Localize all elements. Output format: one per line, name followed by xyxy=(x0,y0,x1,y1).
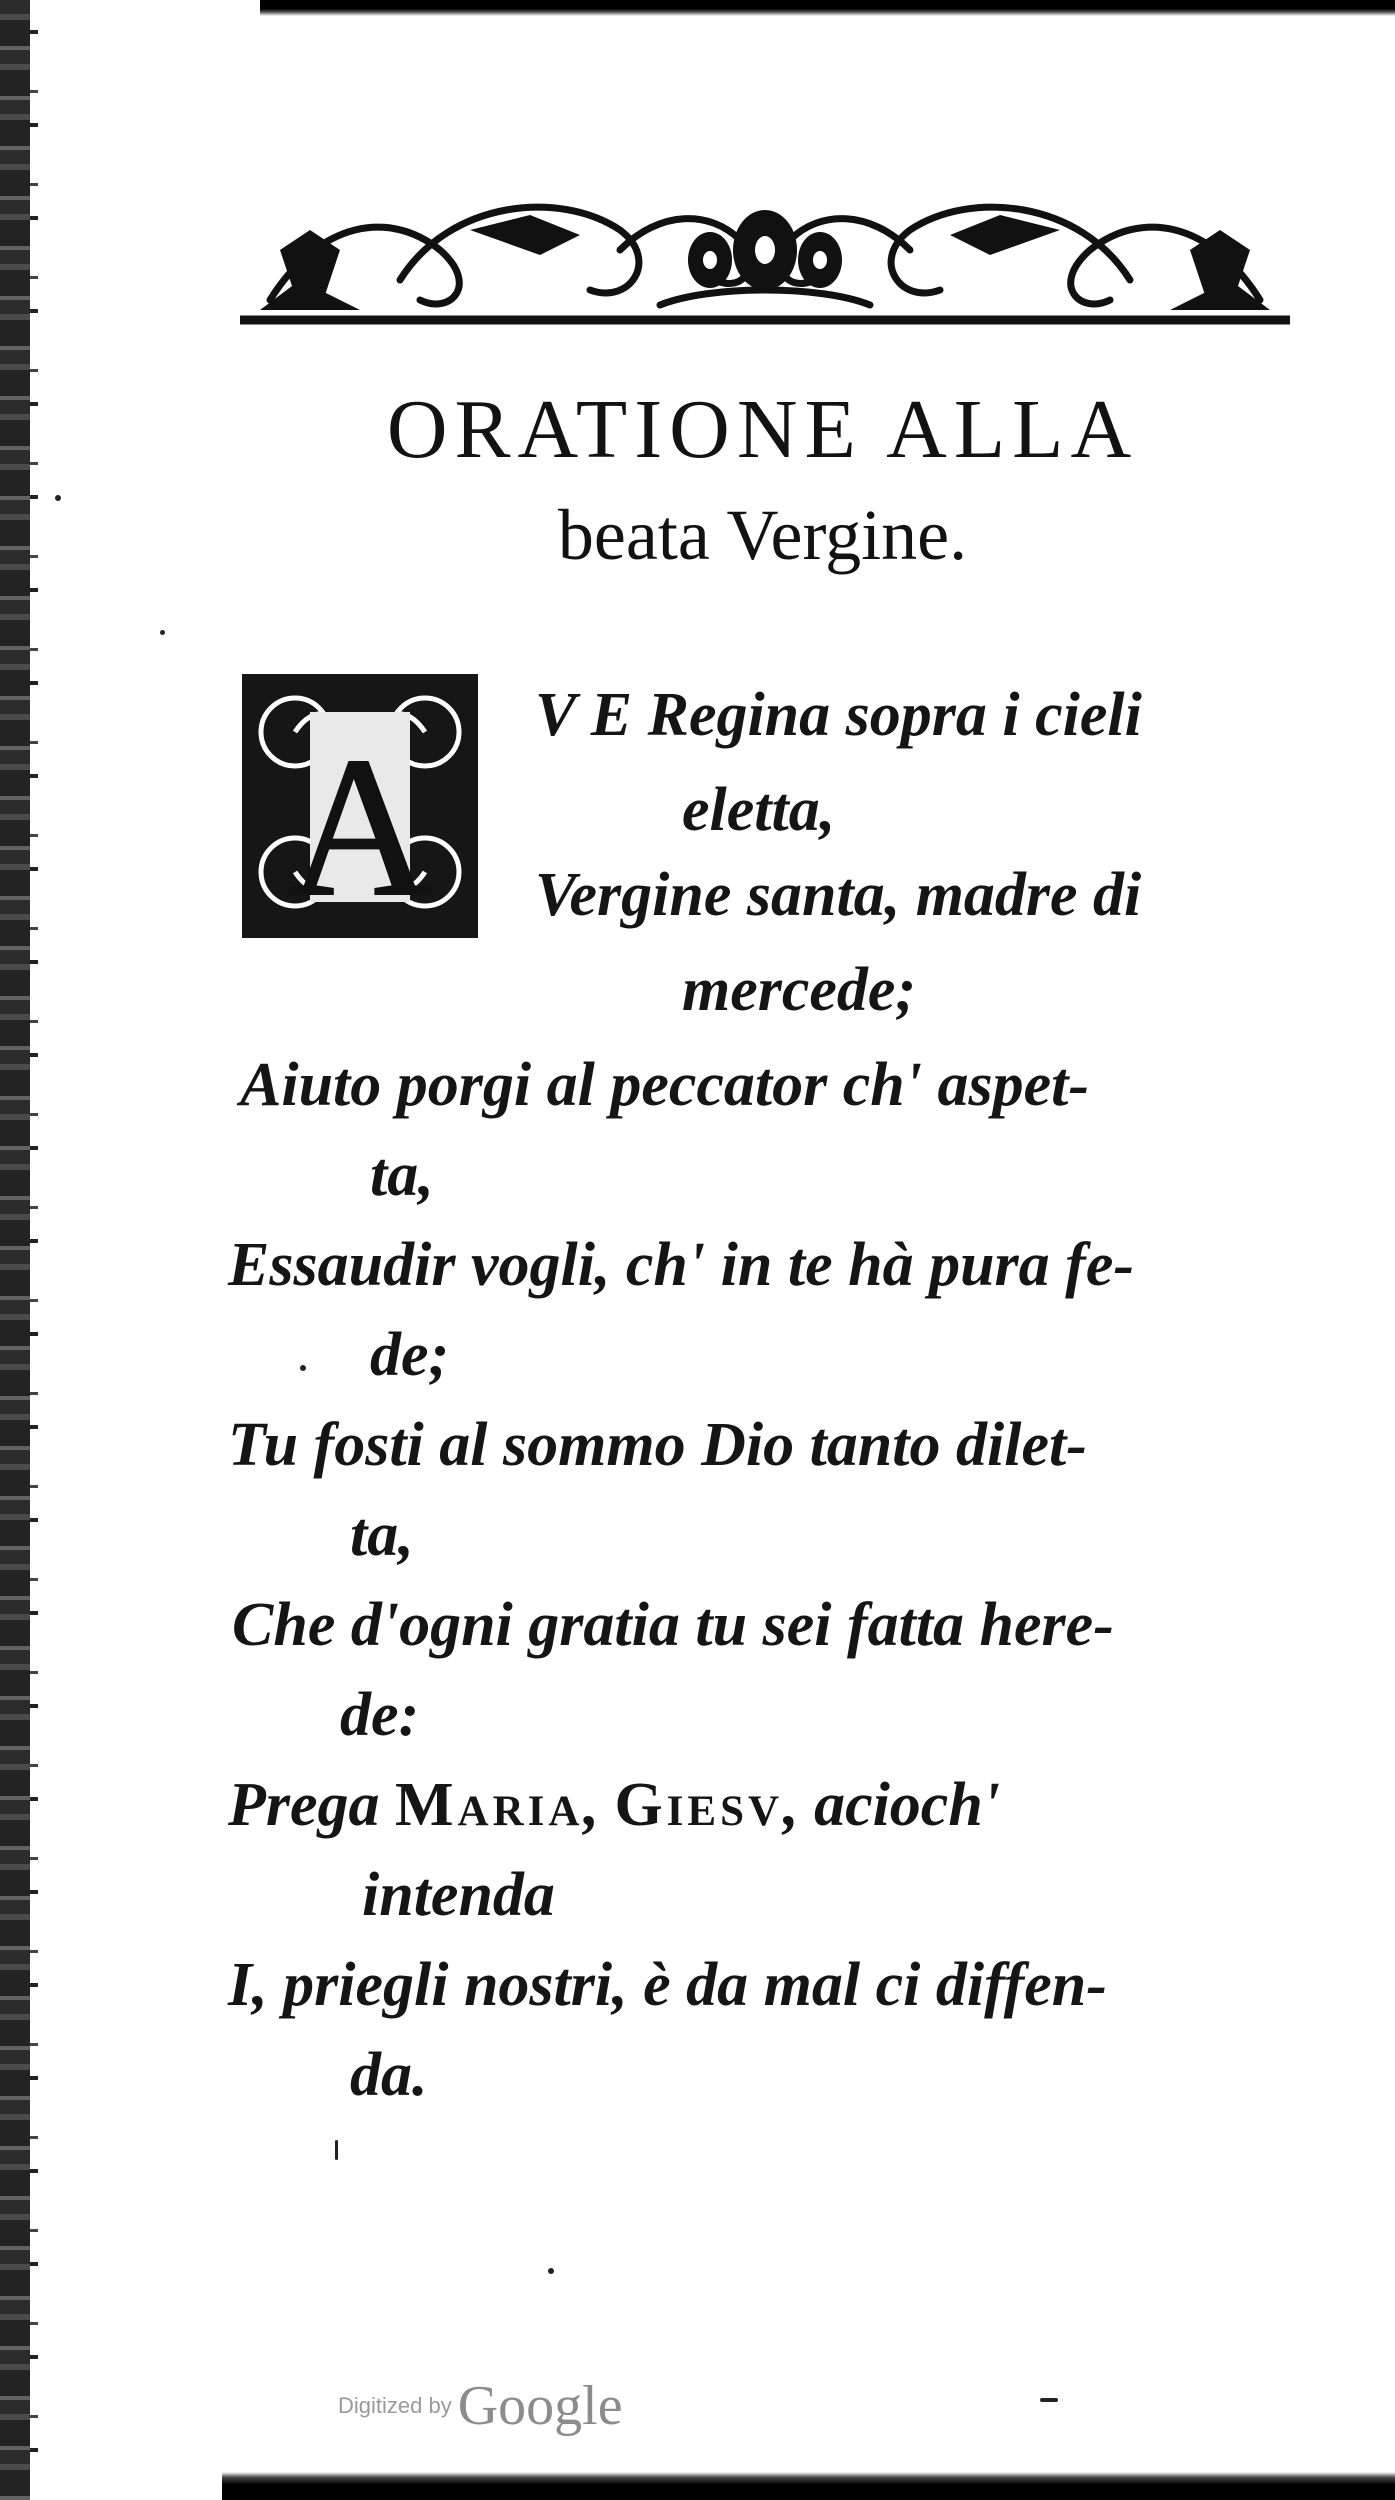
verse-line-4: Essaudir vogli, ch' in te hà pura fe- xyxy=(228,1231,1134,1299)
ornamental-initial xyxy=(240,672,480,940)
verse-line-5-cont: ta, xyxy=(350,1501,414,1569)
name-maria: Maria xyxy=(395,1771,584,1839)
scan-speck xyxy=(300,1365,306,1371)
page-subtitle: beata Vergine. xyxy=(557,495,968,575)
verse-line-1-cont: eletta, xyxy=(682,776,836,844)
verse-line-6: Che d'ogni gratia tu sei fatta here- xyxy=(232,1591,1114,1659)
verse-line-8: I, priegli nostri, è da mal ci diffen- xyxy=(228,1951,1107,2019)
verse-line-2: Vergine santa, madre di xyxy=(535,861,1142,929)
verse-line-7 xyxy=(228,1765,1000,1845)
verse-line-3: Aiuto porgi al peccator ch' aspet- xyxy=(240,1051,1090,1119)
digitized-watermark xyxy=(338,2374,623,2438)
scan-speck xyxy=(548,2268,554,2274)
scan-speck xyxy=(55,495,61,501)
scan-speck xyxy=(160,630,165,635)
verse-line-7-sep: , xyxy=(583,1771,615,1839)
scan-edge-bottom xyxy=(222,2472,1395,2500)
headpiece-ornament xyxy=(240,190,1290,340)
verse-line-4-cont: de; xyxy=(370,1321,450,1389)
verse-line-5: Tu fosti al sommo Dio tanto dilet- xyxy=(228,1411,1087,1479)
verse-line-6-cont: de: xyxy=(340,1681,420,1749)
verse-line-3-cont: ta, xyxy=(370,1141,434,1209)
verse-line-7-pre: Prega xyxy=(228,1771,396,1839)
page-title: ORATIONE ALLA xyxy=(386,383,1139,476)
initial-letter: A xyxy=(287,717,433,938)
scan-speck xyxy=(1040,2398,1058,2402)
google-logo: Google xyxy=(457,2375,623,2437)
scan-edge-top xyxy=(260,0,1395,16)
digitized-by-text: Digitized by xyxy=(338,2393,452,2418)
scan-speck xyxy=(335,2140,338,2160)
scan-edge-left-inner xyxy=(30,0,38,2500)
verse-line-1: V E Regina sopra i cieli xyxy=(535,681,1142,749)
verse-line-8-cont: da. xyxy=(350,2041,428,2109)
verse-line-7-post: , acioch' xyxy=(783,1771,1001,1839)
scan-edge-left xyxy=(0,0,30,2500)
verse-line-2-cont: mercede; xyxy=(682,956,917,1024)
name-giesu: Giesv xyxy=(614,1771,784,1839)
verse-line-7-cont: intenda xyxy=(362,1861,555,1929)
